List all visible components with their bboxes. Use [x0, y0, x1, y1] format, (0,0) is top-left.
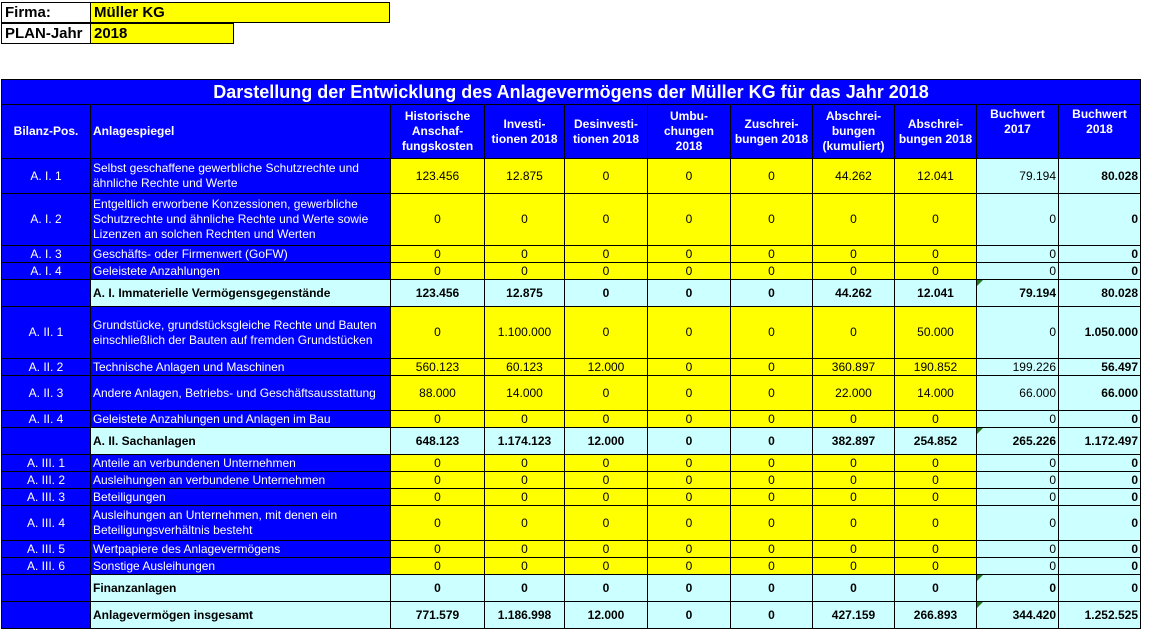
column-header[interactable]: Abschrei-bungen (kumuliert) — [813, 105, 895, 159]
value-cell[interactable]: 0 — [648, 194, 731, 246]
book-value-2018-cell[interactable]: 1.252.525 — [1059, 602, 1141, 629]
asset-description-cell[interactable]: Sonstige Ausleihungen — [91, 558, 391, 575]
balance-position-cell[interactable] — [2, 428, 91, 455]
value-cell[interactable]: 0 — [813, 411, 895, 428]
book-value-2017-cell[interactable]: 0 — [977, 472, 1059, 489]
book-value-2018-cell[interactable]: 1.050.000 — [1059, 307, 1141, 359]
value-cell[interactable]: 0 — [731, 359, 813, 376]
value-cell[interactable]: 0 — [565, 489, 648, 506]
book-value-2018-cell[interactable]: 0 — [1059, 506, 1141, 541]
value-cell[interactable]: 0 — [391, 307, 485, 359]
book-value-2017-cell[interactable]: 0 — [977, 246, 1059, 263]
value-cell[interactable]: 0 — [565, 472, 648, 489]
balance-position-cell[interactable]: A. II. 1 — [2, 307, 91, 359]
book-value-2017-cell[interactable]: 0 — [977, 455, 1059, 472]
book-value-2017-cell[interactable]: 0 — [977, 411, 1059, 428]
value-cell[interactable]: 0 — [895, 575, 977, 602]
asset-description-cell[interactable]: Ausleihungen an Unternehmen, mit denen ein Beteiligungsverhältnis besteht — [91, 506, 391, 541]
value-cell[interactable]: 0 — [731, 541, 813, 558]
value-cell[interactable]: 360.897 — [813, 359, 895, 376]
book-value-2017-cell[interactable]: 66.000 — [977, 376, 1059, 411]
value-cell[interactable]: 0 — [731, 307, 813, 359]
balance-position-cell[interactable] — [2, 575, 91, 602]
value-cell[interactable]: 0 — [565, 159, 648, 194]
value-cell[interactable]: 382.897 — [813, 428, 895, 455]
balance-position-cell[interactable]: A. II. 4 — [2, 411, 91, 428]
value-cell[interactable]: 0 — [895, 558, 977, 575]
value-cell[interactable]: 0 — [391, 472, 485, 489]
value-cell[interactable]: 0 — [648, 411, 731, 428]
value-cell[interactable]: 22.000 — [813, 376, 895, 411]
asset-description-cell[interactable]: Selbst geschaffene gewerbliche Schutzrechte und ähnliche Rechte und Werte — [91, 159, 391, 194]
subtotal-row — [2, 280, 1141, 307]
balance-position-cell[interactable]: A. III. 3 — [2, 489, 91, 506]
value-cell[interactable]: 0 — [731, 602, 813, 629]
table-row — [2, 159, 1141, 194]
book-value-2018-cell[interactable]: 56.497 — [1059, 359, 1141, 376]
value-cell[interactable]: 0 — [895, 472, 977, 489]
column-header[interactable]: Zuschrei-bungen 2018 — [731, 105, 813, 159]
book-value-2017-cell[interactable]: 0 — [977, 263, 1059, 280]
table-row — [2, 307, 1141, 359]
value-cell[interactable]: 0 — [565, 411, 648, 428]
book-value-2017-cell[interactable]: 0 — [977, 489, 1059, 506]
value-cell[interactable]: 0 — [731, 472, 813, 489]
value-cell[interactable]: 771.579 — [391, 602, 485, 629]
value-cell[interactable]: 0 — [391, 194, 485, 246]
value-cell[interactable]: 12.000 — [565, 359, 648, 376]
balance-position-cell[interactable] — [2, 280, 91, 307]
book-value-2017-cell[interactable]: 0 — [977, 575, 1059, 602]
book-value-2018-cell[interactable]: 0 — [1059, 558, 1141, 575]
value-cell[interactable]: 14.000 — [485, 376, 565, 411]
value-cell[interactable]: 0 — [648, 428, 731, 455]
table-row — [2, 359, 1141, 376]
value-cell[interactable]: 427.159 — [813, 602, 895, 629]
subtotal-row — [2, 428, 1141, 455]
table-row — [2, 541, 1141, 558]
value-cell[interactable]: 0 — [485, 575, 565, 602]
value-cell[interactable]: 0 — [648, 246, 731, 263]
table-row — [2, 489, 1141, 506]
value-cell[interactable]: 0 — [731, 455, 813, 472]
value-cell[interactable]: 12.041 — [895, 280, 977, 307]
asset-description-cell[interactable]: Technische Anlagen und Maschinen — [91, 359, 391, 376]
book-value-2017-cell[interactable]: 0 — [977, 307, 1059, 359]
column-header[interactable]: Investi-tionen 2018 — [485, 105, 565, 159]
value-cell[interactable]: 0 — [485, 541, 565, 558]
value-cell[interactable]: 0 — [565, 455, 648, 472]
value-cell[interactable]: 0 — [565, 558, 648, 575]
value-cell[interactable]: 0 — [731, 575, 813, 602]
value-cell[interactable]: 190.852 — [895, 359, 977, 376]
value-cell[interactable]: 0 — [485, 411, 565, 428]
table-row — [2, 455, 1141, 472]
value-cell[interactable]: 0 — [648, 541, 731, 558]
value-cell[interactable]: 0 — [731, 428, 813, 455]
value-cell[interactable]: 1.186.998 — [485, 602, 565, 629]
value-cell[interactable]: 0 — [895, 489, 977, 506]
value-cell[interactable]: 0 — [565, 280, 648, 307]
value-cell[interactable]: 0 — [813, 263, 895, 280]
balance-position-cell[interactable]: A. II. 3 — [2, 376, 91, 411]
book-value-2017-cell[interactable]: 0 — [977, 506, 1059, 541]
value-cell[interactable]: 12.000 — [565, 602, 648, 629]
value-cell[interactable]: 0 — [813, 455, 895, 472]
value-cell[interactable]: 88.000 — [391, 376, 485, 411]
book-value-2017-cell[interactable]: 265.226 — [977, 428, 1059, 455]
book-value-2017-cell[interactable]: 79.194 — [977, 159, 1059, 194]
book-value-2018-cell[interactable]: 0 — [1059, 263, 1141, 280]
value-cell[interactable]: 123.456 — [391, 280, 485, 307]
value-cell[interactable]: 0 — [391, 558, 485, 575]
value-cell[interactable]: 266.893 — [895, 602, 977, 629]
table-row — [2, 246, 1141, 263]
asset-description-cell[interactable]: Andere Anlagen, Betriebs- und Geschäftsausstattung — [91, 376, 391, 411]
balance-position-cell[interactable]: A. III. 4 — [2, 506, 91, 541]
book-value-2018-cell[interactable]: 0 — [1059, 455, 1141, 472]
column-header[interactable]: Historische Anschaf-fungskosten — [391, 105, 485, 159]
value-cell[interactable]: 44.262 — [813, 280, 895, 307]
value-cell[interactable]: 0 — [648, 602, 731, 629]
value-cell[interactable]: 14.000 — [895, 376, 977, 411]
balance-position-cell[interactable]: A. I. 1 — [2, 159, 91, 194]
value-cell[interactable]: 0 — [648, 472, 731, 489]
value-cell[interactable]: 0 — [391, 489, 485, 506]
book-value-2018-cell[interactable]: 0 — [1059, 575, 1141, 602]
book-value-2017-cell[interactable]: 0 — [977, 194, 1059, 246]
value-cell[interactable]: 0 — [565, 307, 648, 359]
value-cell[interactable]: 0 — [731, 489, 813, 506]
table-row — [2, 506, 1141, 541]
book-value-2018-cell[interactable]: 0 — [1059, 194, 1141, 246]
value-cell[interactable]: 0 — [813, 541, 895, 558]
value-cell[interactable]: 0 — [895, 246, 977, 263]
value-cell[interactable]: 0 — [648, 575, 731, 602]
value-cell[interactable]: 0 — [731, 506, 813, 541]
value-cell[interactable]: 0 — [813, 246, 895, 263]
column-header[interactable]: Buchwert 2018 — [1059, 105, 1141, 159]
value-cell[interactable]: 44.262 — [813, 159, 895, 194]
book-value-2018-cell[interactable]: 0 — [1059, 541, 1141, 558]
balance-position-cell[interactable]: A. I. 2 — [2, 194, 91, 246]
asset-description-cell[interactable]: Geleistete Anzahlungen und Anlagen im Bau — [91, 411, 391, 428]
book-value-2018-cell[interactable]: 80.028 — [1059, 159, 1141, 194]
value-cell[interactable]: 0 — [648, 359, 731, 376]
value-cell[interactable]: 0 — [391, 506, 485, 541]
value-cell[interactable]: 0 — [731, 246, 813, 263]
subtotal-row — [2, 602, 1141, 629]
table-row — [2, 558, 1141, 575]
subtotal-row — [2, 575, 1141, 602]
value-cell[interactable]: 0 — [485, 246, 565, 263]
value-cell[interactable]: 0 — [731, 194, 813, 246]
value-cell[interactable]: 0 — [391, 411, 485, 428]
value-cell[interactable]: 0 — [813, 307, 895, 359]
value-cell[interactable]: 0 — [648, 489, 731, 506]
book-value-2018-cell[interactable]: 80.028 — [1059, 280, 1141, 307]
value-cell[interactable]: 0 — [391, 541, 485, 558]
book-value-2018-cell[interactable]: 0 — [1059, 246, 1141, 263]
value-cell[interactable]: 12.875 — [485, 159, 565, 194]
value-cell[interactable]: 0 — [391, 263, 485, 280]
value-cell[interactable]: 0 — [485, 489, 565, 506]
asset-description-cell[interactable]: Finanzanlagen — [91, 575, 391, 602]
value-cell[interactable]: 0 — [565, 263, 648, 280]
value-cell[interactable]: 0 — [485, 263, 565, 280]
value-cell[interactable]: 560.123 — [391, 359, 485, 376]
firma-label: Firma: — [1, 2, 91, 23]
column-header-row — [2, 105, 1141, 159]
value-cell[interactable]: 0 — [485, 455, 565, 472]
value-cell[interactable]: 0 — [391, 575, 485, 602]
book-value-2018-cell[interactable]: 0 — [1059, 411, 1141, 428]
value-cell[interactable]: 0 — [648, 263, 731, 280]
table-title: Darstellung der Entwicklung des Anlagevermögens der Müller KG für das Jahr 2018 — [2, 80, 1141, 105]
book-value-2018-cell[interactable]: 0 — [1059, 489, 1141, 506]
value-cell[interactable]: 60.123 — [485, 359, 565, 376]
column-header[interactable]: Umbu-chungen 2018 — [648, 105, 731, 159]
asset-description-cell[interactable]: Grundstücke, grundstücksgleiche Rechte und Bauten einschließlich der Bauten auf fremden Grundstücken — [91, 307, 391, 359]
value-cell[interactable]: 0 — [565, 194, 648, 246]
value-cell[interactable]: 0 — [895, 411, 977, 428]
value-cell[interactable]: 648.123 — [391, 428, 485, 455]
value-cell[interactable]: 0 — [813, 194, 895, 246]
value-cell[interactable]: 0 — [565, 575, 648, 602]
asset-description-cell[interactable]: Geschäfts- oder Firmenwert (GoFW) — [91, 246, 391, 263]
value-cell[interactable]: 0 — [813, 558, 895, 575]
asset-description-cell[interactable]: Ausleihungen an verbundene Unternehmen — [91, 472, 391, 489]
value-cell[interactable]: 0 — [731, 263, 813, 280]
value-cell[interactable]: 0 — [485, 472, 565, 489]
balance-position-cell[interactable] — [2, 602, 91, 629]
book-value-2018-cell[interactable]: 0 — [1059, 472, 1141, 489]
balance-position-cell[interactable]: A. I. 3 — [2, 246, 91, 263]
asset-description-cell[interactable]: A. II. Sachanlagen — [91, 428, 391, 455]
value-cell[interactable]: 0 — [565, 541, 648, 558]
value-cell[interactable]: 254.852 — [895, 428, 977, 455]
asset-description-cell[interactable]: Wertpapiere des Anlagevermögens — [91, 541, 391, 558]
book-value-2017-cell[interactable]: 0 — [977, 541, 1059, 558]
value-cell[interactable]: 12.875 — [485, 280, 565, 307]
book-value-2018-cell[interactable]: 66.000 — [1059, 376, 1141, 411]
column-header[interactable]: Anlagespiegel — [91, 105, 391, 159]
book-value-2017-cell[interactable]: 344.420 — [977, 602, 1059, 629]
value-cell[interactable]: 0 — [485, 558, 565, 575]
value-cell[interactable]: 0 — [731, 159, 813, 194]
value-cell[interactable]: 0 — [648, 159, 731, 194]
table-row — [2, 263, 1141, 280]
value-cell[interactable]: 0 — [648, 376, 731, 411]
column-header[interactable]: Abschrei-bungen 2018 — [895, 105, 977, 159]
balance-position-cell[interactable]: A. III. 6 — [2, 558, 91, 575]
value-cell[interactable]: 0 — [485, 506, 565, 541]
column-header[interactable]: Bilanz-Pos. — [2, 105, 91, 159]
value-cell[interactable]: 0 — [648, 280, 731, 307]
value-cell[interactable]: 0 — [813, 472, 895, 489]
value-cell[interactable]: 0 — [731, 280, 813, 307]
balance-position-cell[interactable]: A. III. 2 — [2, 472, 91, 489]
value-cell[interactable]: 0 — [895, 194, 977, 246]
value-cell[interactable]: 0 — [648, 307, 731, 359]
book-value-2017-cell[interactable]: 79.194 — [977, 280, 1059, 307]
value-cell[interactable]: 0 — [895, 263, 977, 280]
balance-position-cell[interactable]: A. I. 4 — [2, 263, 91, 280]
value-cell[interactable]: 0 — [813, 489, 895, 506]
value-cell[interactable]: 0 — [485, 194, 565, 246]
asset-description-cell[interactable]: Anteile an verbundenen Unternehmen — [91, 455, 391, 472]
value-cell[interactable]: 0 — [731, 411, 813, 428]
column-header[interactable]: Desinvesti-tionen 2018 — [565, 105, 648, 159]
value-cell[interactable]: 12.000 — [565, 428, 648, 455]
book-value-2017-cell[interactable]: 0 — [977, 558, 1059, 575]
value-cell[interactable]: 0 — [565, 246, 648, 263]
value-cell[interactable]: 0 — [813, 575, 895, 602]
value-cell[interactable]: 0 — [813, 506, 895, 541]
plan-year-value-cell[interactable]: 2018 — [90, 23, 234, 44]
asset-description-cell[interactable]: Entgeltlich erworbene Konzessionen, gewerbliche Schutzrechte und ähnliche Rechte und Werte sowie Lizenzen an solchen Rechten und Werten — [91, 194, 391, 246]
book-value-2017-cell[interactable]: 199.226 — [977, 359, 1059, 376]
value-cell[interactable]: 50.000 — [895, 307, 977, 359]
plan-year-label: PLAN-Jahr — [1, 23, 91, 44]
value-cell[interactable]: 0 — [895, 506, 977, 541]
asset-description-cell[interactable]: Anlagevermögen insgesamt — [91, 602, 391, 629]
value-cell[interactable]: 12.041 — [895, 159, 977, 194]
value-cell[interactable]: 0 — [391, 246, 485, 263]
value-cell[interactable]: 0 — [895, 455, 977, 472]
table-row — [2, 376, 1141, 411]
table-row — [2, 472, 1141, 489]
asset-description-cell[interactable]: A. I. Immaterielle Vermögensgegenstände — [91, 280, 391, 307]
table-body — [2, 159, 1141, 629]
asset-description-cell[interactable]: Geleistete Anzahlungen — [91, 263, 391, 280]
balance-position-cell[interactable]: A. II. 2 — [2, 359, 91, 376]
balance-position-cell[interactable]: A. III. 1 — [2, 455, 91, 472]
asset-description-cell[interactable]: Beteiligungen — [91, 489, 391, 506]
value-cell[interactable]: 0 — [565, 376, 648, 411]
value-cell[interactable]: 0 — [648, 558, 731, 575]
firma-value-cell[interactable]: Müller KG — [90, 2, 390, 23]
value-cell[interactable]: 1.174.123 — [485, 428, 565, 455]
column-header[interactable]: Buchwert 2017 — [977, 105, 1059, 159]
value-cell[interactable]: 0 — [731, 558, 813, 575]
book-value-2018-cell[interactable]: 1.172.497 — [1059, 428, 1141, 455]
value-cell[interactable]: 1.100.000 — [485, 307, 565, 359]
value-cell[interactable]: 0 — [731, 376, 813, 411]
value-cell[interactable]: 123.456 — [391, 159, 485, 194]
value-cell[interactable]: 0 — [391, 455, 485, 472]
asset-schedule-table — [1, 79, 1141, 629]
value-cell[interactable]: 0 — [895, 541, 977, 558]
value-cell[interactable]: 0 — [565, 506, 648, 541]
value-cell[interactable]: 0 — [648, 506, 731, 541]
value-cell[interactable]: 0 — [648, 455, 731, 472]
table-row — [2, 411, 1141, 428]
table-row — [2, 194, 1141, 246]
balance-position-cell[interactable]: A. III. 5 — [2, 541, 91, 558]
